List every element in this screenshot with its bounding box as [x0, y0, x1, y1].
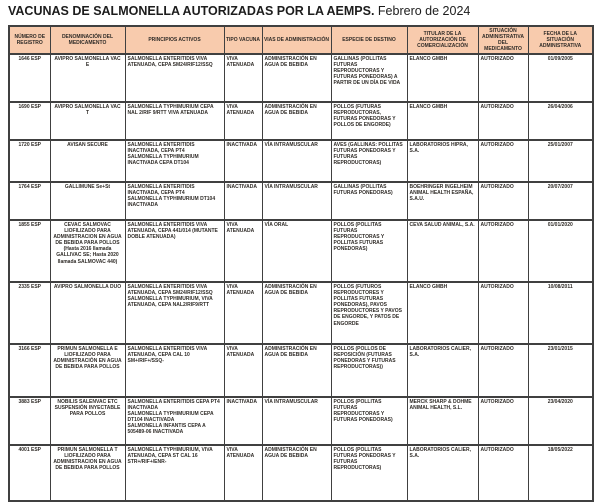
table-cell: AUTORIZADO — [478, 445, 528, 501]
table-cell: AVIPRO SALMONELLA DUO — [50, 282, 125, 344]
table-cell: INACTIVADA — [224, 397, 262, 445]
table-cell: POLLOS (FUTUROS REPRODUCTORES Y POLLITAS FUTURAS PONEDORAS), PAVOS REPRODUCTORES Y PAVOS DE ENGORDE, Y PATOS DE ENGORDE — [331, 282, 407, 344]
table-cell: 20/07/2007 — [528, 182, 593, 220]
column-header: NÚMERO DE REGISTRO — [9, 26, 50, 54]
table-cell: 4001 ESP — [9, 445, 50, 501]
table-cell: NOBILIS SALENVAC ETC SUSPENSIÓN INYECTABLE PARA POLLOS — [50, 397, 125, 445]
table-cell: AUTORIZADO — [478, 102, 528, 140]
table-cell: LABORATORIOS CALIER, S.A. — [407, 445, 478, 501]
table-cell: 10/08/2011 — [528, 282, 593, 344]
table-cell: VIVA ATENUADA — [224, 344, 262, 397]
table-cell: AVISAN SECURE — [50, 140, 125, 182]
table-cell: LABORATORIOS CALIER, S.A. — [407, 344, 478, 397]
table-cell: POLLOS (FUTURAS REPRODUCTORAS, FUTURAS PONEDORAS Y POLLOS DE ENGORDE) — [331, 102, 407, 140]
table-cell: VÍA INTRAMUSCULAR — [262, 397, 331, 445]
column-header: VIAS DE ADMINISTRACIÓN — [262, 26, 331, 54]
page-title — [8, 4, 592, 20]
table-cell: 1720 ESP — [9, 140, 50, 182]
table-cell: 1855 ESP — [9, 220, 50, 282]
table-cell: VÍA ORAL — [262, 220, 331, 282]
table-cell: 1764 ESP — [9, 182, 50, 220]
page-title-date: Febrero de 2024 — [374, 4, 471, 18]
table-cell: PRIMUN SALMONELLA T LIOFILIZADO PARA ADMINISTRACION EN AGUA DE BEBIDA PARA POLLOS — [50, 445, 125, 501]
table-cell: SALMONELLA TYPHIMURIUM CEPA NAL 2/RIF 9/RTT VIVA ATENUADA — [125, 102, 224, 140]
table-cell: AUTORIZADO — [478, 54, 528, 102]
column-header: SITUACIÓN ADMINISTRATIVA DEL MEDICAMENTO — [478, 26, 528, 54]
table-cell: ADMINISTRACIÓN EN AGUA DE BEBIDA — [262, 54, 331, 102]
table-cell: 01/09/2005 — [528, 54, 593, 102]
table-cell: MERCK SHARP & DOHME ANIMAL HEALTH, S.L. — [407, 397, 478, 445]
table-cell: AUTORIZADO — [478, 220, 528, 282]
table-cell: SALMONELLA ENTERITIDIS VIVA ATENUADA, CEPA CAL 10 SM+/RIF+/SSQ- — [125, 344, 224, 397]
table-header — [9, 26, 593, 54]
table-row — [9, 102, 593, 140]
table-row — [9, 182, 593, 220]
table-cell: VIVA ATENUADA — [224, 102, 262, 140]
table-cell: SALMONELLA ENTERITIDIS VIVA ATENUADA, CEPA SM24/RIF12/SSQ SALMONELLA TYPHIMURIUM, VIVA ATENUADA, CEPA NAL2/RIF9/RTT — [125, 282, 224, 344]
table-cell: 23/01/2015 — [528, 344, 593, 397]
table-cell: POLLOS (POLLITAS FUTURAS REPRODUCTORAS Y FUTURAS PONEDORAS) — [331, 397, 407, 445]
table-cell: CEVA SALUD ANIMAL, S.A. — [407, 220, 478, 282]
table-cell: ELANCO GMBH — [407, 54, 478, 102]
table-cell: 1690 ESP — [9, 102, 50, 140]
page-title-main: VACUNAS DE SALMONELLA AUTORIZADAS POR LA AEMPS. — [8, 4, 375, 18]
table-cell: 01/01/2020 — [528, 220, 593, 282]
table-cell: AUTORIZADO — [478, 140, 528, 182]
table-cell: AUTORIZADO — [478, 344, 528, 397]
table-cell: 18/05/2022 — [528, 445, 593, 501]
table-cell: POLLOS (POLLOS DE REPOSICIÓN (FUTURAS PONEDORAS Y FUTURAS REPRODUCTORAS)) — [331, 344, 407, 397]
table-cell: GALLINAS (POLLITAS FUTURAS REPRODUCTORAS Y FUTURAS PONEDORAS) A PARTIR DE UN DÍA DE VIDA — [331, 54, 407, 102]
table-cell: ELANCO GMBH — [407, 282, 478, 344]
table-cell: ELANCO GMBH — [407, 102, 478, 140]
table-cell: SALMONELLA ENTERITIDIS VIVA ATENUADA, CEPA 441/014 (MUTANTE DOBLE ATENUADA) — [125, 220, 224, 282]
header-row — [9, 26, 593, 54]
table-row — [9, 282, 593, 344]
table-cell: VIVA ATENUADA — [224, 282, 262, 344]
table-cell: 2335 ESP — [9, 282, 50, 344]
table-cell: POLLOS (POLLITAS FUTURAS REPRODUCTORAS Y POLLITAS FUTURAS PONEDORAS) — [331, 220, 407, 282]
table-cell: AVIPRO SALMONELLA VAC E — [50, 54, 125, 102]
table-cell: SALMONELLA TYPHIMURIUM, VIVA ATENUADA, CEPA ST CAL 16 STR+/RIF+/ENR- — [125, 445, 224, 501]
table-cell: INACTIVADA — [224, 182, 262, 220]
page — [8, 4, 592, 502]
table-cell: INACTIVADA — [224, 140, 262, 182]
table-cell: VIVA ATENUADA — [224, 220, 262, 282]
table-row — [9, 54, 593, 102]
table-cell: SALMONELLA ENTERITIDIS CEPA PT4 INACTIVADA SALMONELLA TYPHIMURIUM CEPA DT104 INACTIVADA SALMONELLA INFANTIS CEPA A 505489-06 INACTIVADA — [125, 397, 224, 445]
table-cell: VÍA INTRAMUSCULAR — [262, 140, 331, 182]
table-cell: 25/01/2007 — [528, 140, 593, 182]
column-header: TITULAR DE LA AUTORIZACIÓN DE COMERCIALIZACIÓN — [407, 26, 478, 54]
table-row — [9, 344, 593, 397]
table-cell: SALMONELLA ENTERITIDIS VIVA ATENUADA, CEPA SM24/RIF12/SSQ — [125, 54, 224, 102]
table-cell: PRIMUN SALMONELLA E LIOFILIZADO PARA ADMINISTRACIÓN EN AGUA DE BEBIDA PARA POLLOS — [50, 344, 125, 397]
table-cell: VIVA ATENUADA — [224, 54, 262, 102]
column-header: FECHA DE LA SITUACIÓN ADMINISTRATIVA — [528, 26, 593, 54]
table-cell: GALLIMUNE Se+St — [50, 182, 125, 220]
table-cell: ADMINISTRACIÓN EN AGUA DE BEBIDA — [262, 344, 331, 397]
table-row — [9, 220, 593, 282]
table-cell: SALMONELLA ENTERITIDIS INACTIVADA, CEPA PT4 SALMONELLA TYPHIMURIUM INACTIVADA CEPA DT104 — [125, 140, 224, 182]
table-cell: BOEHRINGER INGELHEIM ANIMAL HEALTH ESPAÑA, S.A.U. — [407, 182, 478, 220]
table-row — [9, 140, 593, 182]
table-row — [9, 445, 593, 501]
table-cell: AVIPRO SALMONELLA VAC T — [50, 102, 125, 140]
table-cell: AUTORIZADO — [478, 282, 528, 344]
table-cell: ADMINISTRACIÓN EN AGUA DE BEBIDA — [262, 102, 331, 140]
table-cell: LABORATORIOS HIPRA, S.A. — [407, 140, 478, 182]
table-cell: SALMONELLA ENTERITIDIS INACTIVADA, CEPA PT4 SALMONELLA TYPHIMURIUM DT104 INACTIVADA — [125, 182, 224, 220]
table-cell: POLLOS (POLLITAS FUTURAS PONEDORAS Y FUTURAS REPRODUCTORAS) — [331, 445, 407, 501]
table-cell: 23/04/2020 — [528, 397, 593, 445]
table-cell: AVES (GALLINAS: POLLITAS FUTURAS PONEDORAS Y FUTURAS REPRODUCTORAS) — [331, 140, 407, 182]
vaccines-table — [8, 25, 594, 502]
table-cell: GALLINAS (POLLITAS FUTURAS PONEDORAS) — [331, 182, 407, 220]
table-cell: 3166 ESP — [9, 344, 50, 397]
table-cell: 1646 ESP — [9, 54, 50, 102]
column-header: DENOMINACIÓN DEL MEDICAMENTO — [50, 26, 125, 54]
table-body — [9, 54, 593, 501]
table-cell: VÍA INTRAMUSCULAR — [262, 182, 331, 220]
column-header: ESPECIE DE DESTINO — [331, 26, 407, 54]
table-cell: ADMINISTRACIÓN EN AGUA DE BEBIDA — [262, 445, 331, 501]
table-cell: ADMINISTRACIÓN EN AGUA DE BEBIDA — [262, 282, 331, 344]
table-cell: 3883 ESP — [9, 397, 50, 445]
column-header: PRINCIPIOS ACTIVOS — [125, 26, 224, 54]
table-cell: 26/04/2006 — [528, 102, 593, 140]
column-header: TIPO VACUNA — [224, 26, 262, 54]
table-cell: VIVA ATENUADA — [224, 445, 262, 501]
table-cell: AUTORIZADO — [478, 182, 528, 220]
table-cell: AUTORIZADO — [478, 397, 528, 445]
table-row — [9, 397, 593, 445]
table-cell: CEVAC SALMOVAC LIOFILIZADO PARA ADMINISTRACION EN AGUA DE BEBIDA PARA POLLOS (Hasta 2016 llamada GALLIVAC SE; Hasta 2020 llamada SALMOVAC 440) — [50, 220, 125, 282]
